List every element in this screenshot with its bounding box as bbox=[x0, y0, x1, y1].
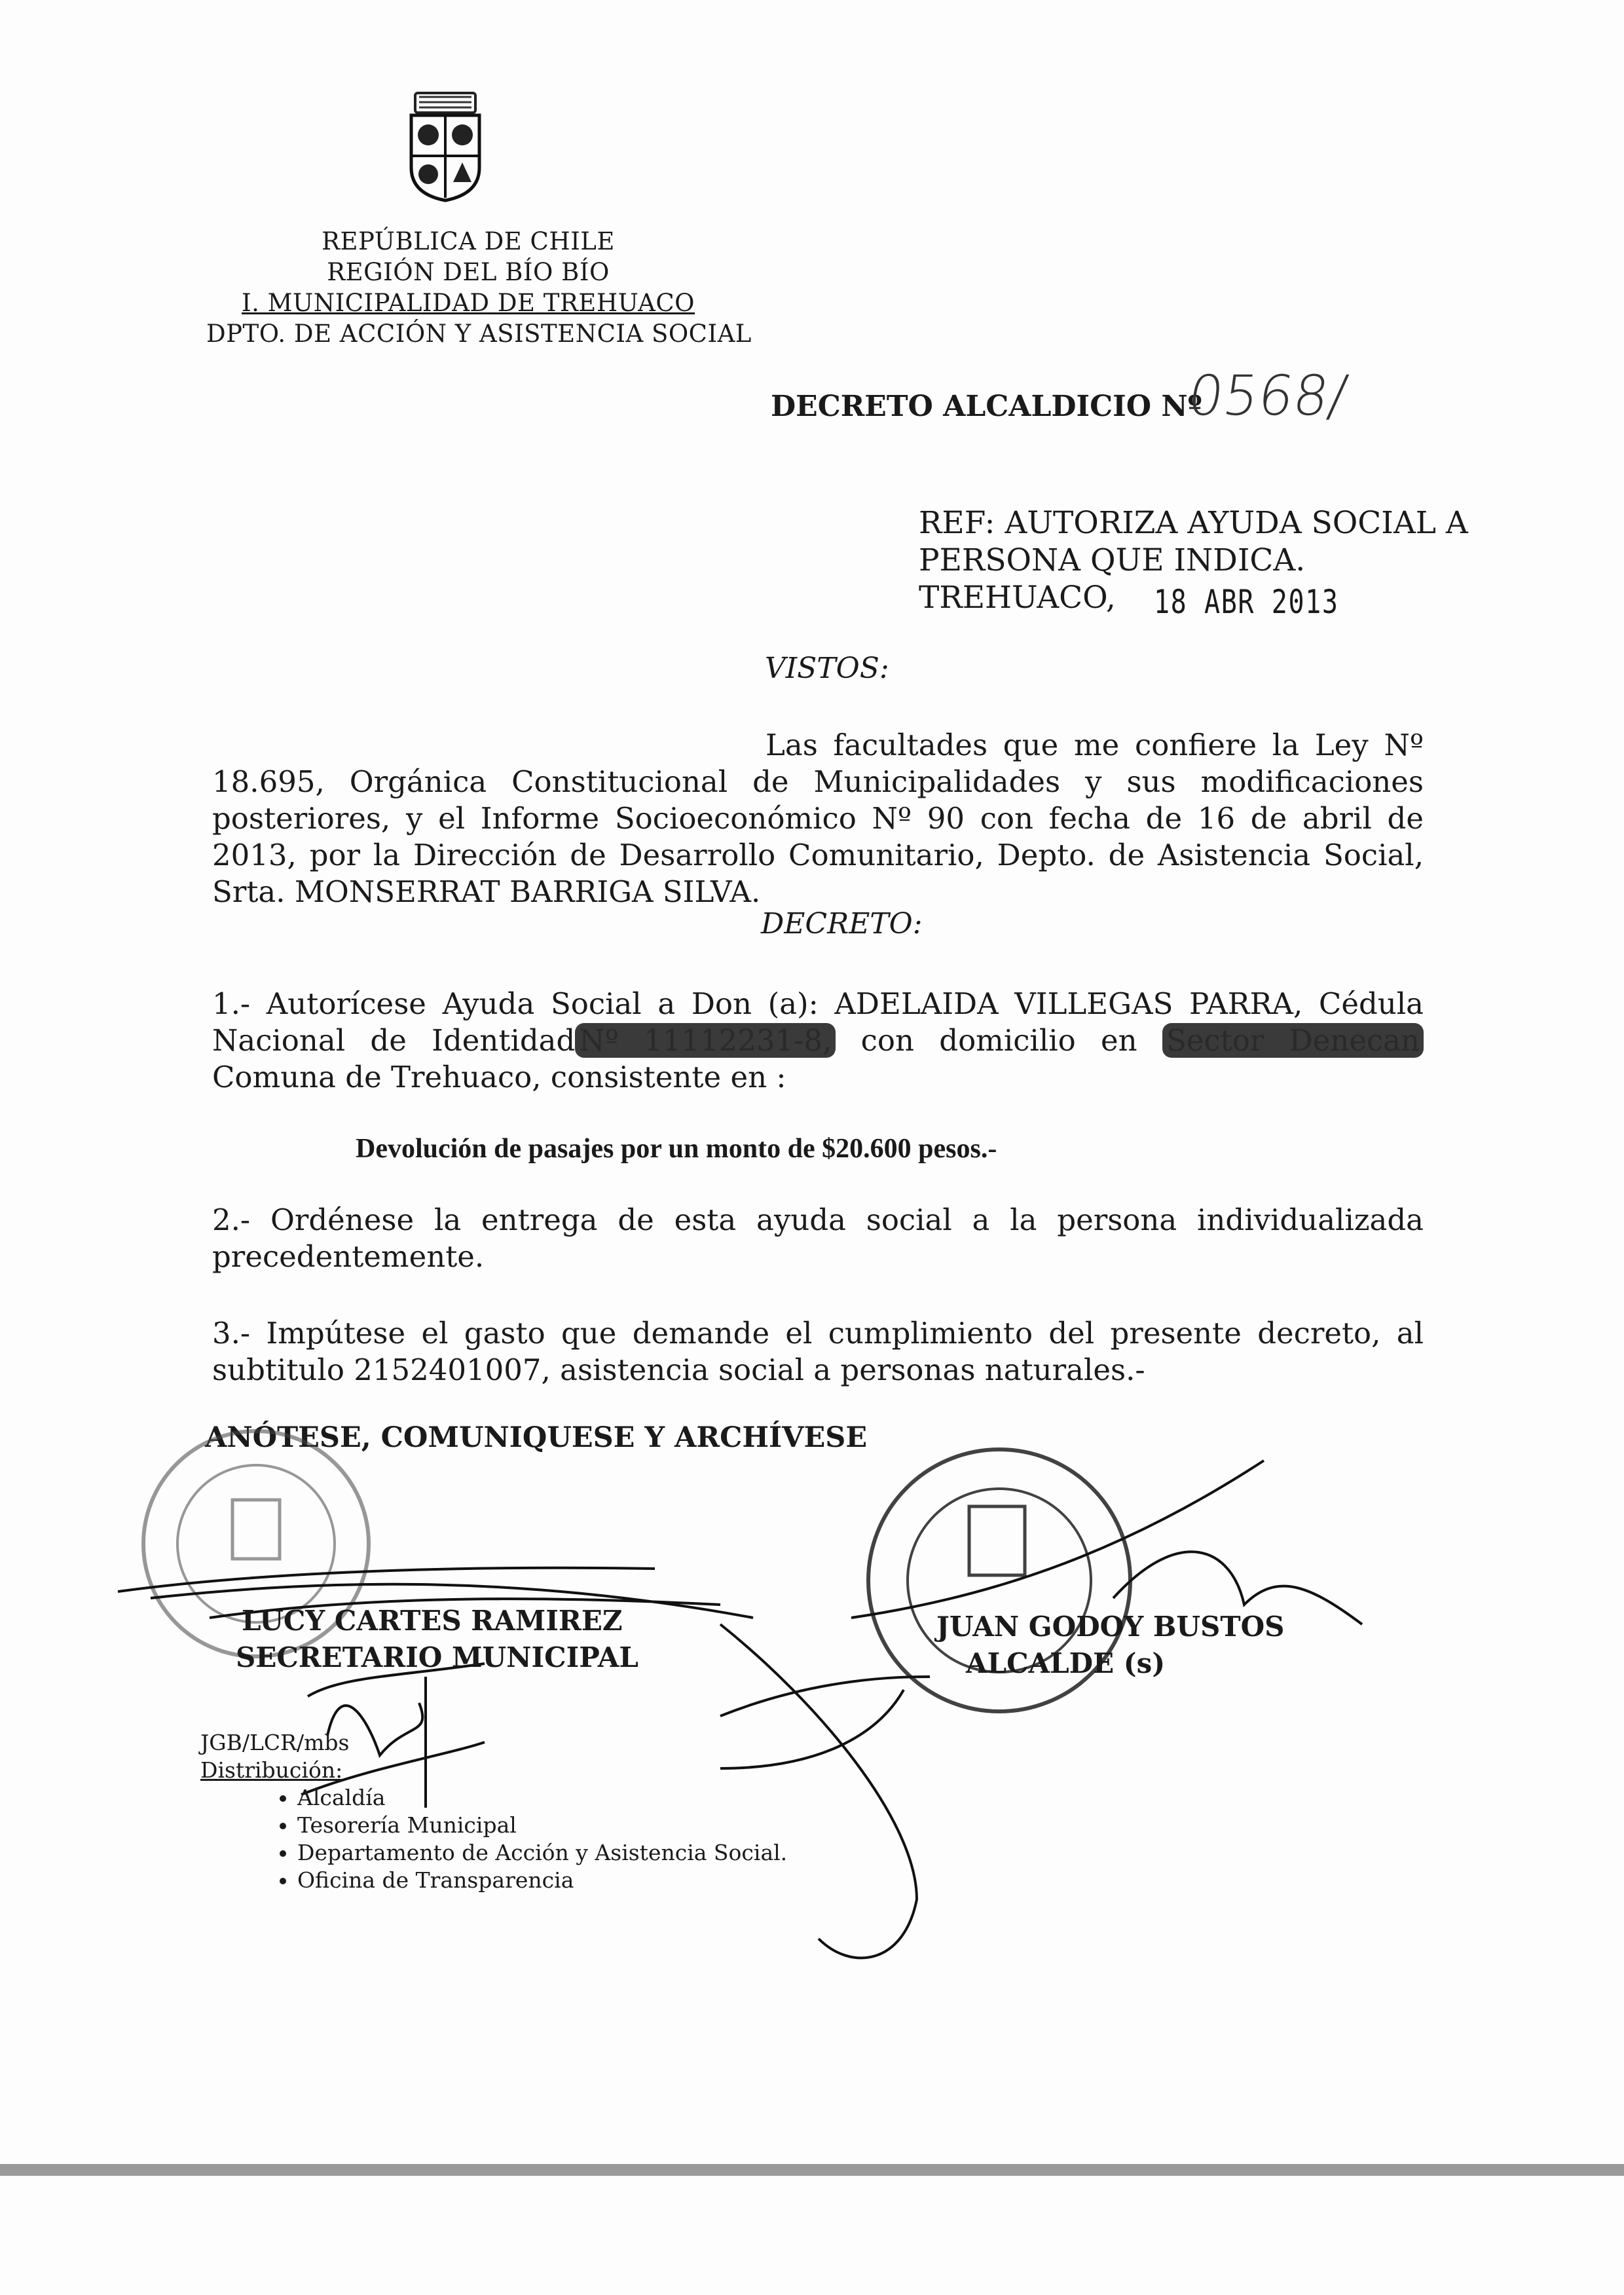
scan-edge-bar bbox=[0, 2164, 1624, 2176]
letterhead-country: REPÚBLICA DE CHILE bbox=[322, 227, 615, 255]
closing-formula: ANÓTESE, COMUNIQUESE Y ARCHÍVESE bbox=[205, 1421, 868, 1454]
decree-item-2: 2.- Ordénese la entrega de esta ayuda social a la persona individualizada precedentemente. bbox=[212, 1203, 1424, 1274]
secretary-name: LUCY CARTES RAMIREZ bbox=[242, 1605, 623, 1637]
municipal-crest-logo bbox=[406, 90, 485, 203]
distribution-item: • Oficina de Transparencia bbox=[297, 1867, 787, 1894]
secretary-role: SECRETARIO MUNICIPAL bbox=[236, 1641, 638, 1673]
letterhead bbox=[206, 226, 752, 349]
benefit-description: Devolución de pasajes por un monto de $20.600 pesos.- bbox=[356, 1134, 997, 1164]
letterhead-department: DPTO. DE ACCIÓN Y ASISTENCIA SOCIAL bbox=[206, 320, 752, 348]
redacted-id-number: Nº 11112231-8, bbox=[575, 1023, 836, 1058]
distribution-item: • Tesorería Municipal bbox=[297, 1812, 787, 1839]
decree-title: DECRETO ALCALDICIO Nº bbox=[771, 390, 1202, 423]
decreto-heading: DECRETO: bbox=[761, 907, 923, 941]
date-stamp: 18 ABR 2013 bbox=[1154, 583, 1339, 621]
mayor-role: ALCALDE (s) bbox=[966, 1647, 1166, 1679]
mayor-name: JUAN GODOY BUSTOS bbox=[936, 1611, 1285, 1643]
decree-number-handwritten: 0568/ bbox=[1184, 364, 1352, 428]
vistos-paragraph bbox=[212, 727, 1424, 910]
initials: JGB/LCR/mbs bbox=[200, 1730, 350, 1755]
distribution-item: • Departamento de Acción y Asistencia Social. bbox=[297, 1839, 787, 1867]
letterhead-region: REGIÓN DEL BÍO BÍO bbox=[327, 258, 610, 286]
letterhead-municipality: I. MUNICIPALIDAD DE TREHUACO bbox=[242, 289, 695, 317]
reference-line: REF: AUTORIZA AYUDA SOCIAL A bbox=[919, 505, 1468, 541]
reference-line: PERSONA QUE INDICA. bbox=[919, 542, 1306, 578]
item1-text: 1.- Autorícese Ayuda Social a Don (a): ADELAIDA VILLEGAS PARRA, Cédula Nacional de Identidad bbox=[212, 986, 1424, 1058]
vistos-text: Las facultades que me confiere la Ley Nº 18.695, Orgánica Constitucional de Municipalidades y sus modificaciones posteriores, y el Informe Socioeconómico Nº 90 con fecha de 16 de abril de 2013, por la Dirección de Desarrollo Comunitario, Depto. de Asistencia Social, Srta. MONSERRAT BARRIGA SILVA. bbox=[212, 728, 1424, 909]
decree-item-1 bbox=[212, 986, 1424, 1096]
distribution-heading: Distribución: bbox=[200, 1757, 343, 1783]
reference-place: TREHUACO, bbox=[919, 580, 1116, 616]
redacted-address: Sector Denecan bbox=[1162, 1023, 1424, 1058]
vistos-heading: VISTOS: bbox=[765, 652, 889, 685]
item1-text-b: con domicilio en bbox=[836, 1023, 1137, 1058]
item1-text-c: Comuna de Trehuaco, consistente en : bbox=[212, 1060, 786, 1094]
distribution-block bbox=[200, 1729, 787, 1894]
distribution-item: • Alcaldía bbox=[297, 1784, 787, 1812]
decree-item-3: 3.- Impútese el gasto que demande el cumplimiento del presente decreto, al subtitulo 2152401007, asistencia social a personas naturales.- bbox=[212, 1316, 1424, 1387]
